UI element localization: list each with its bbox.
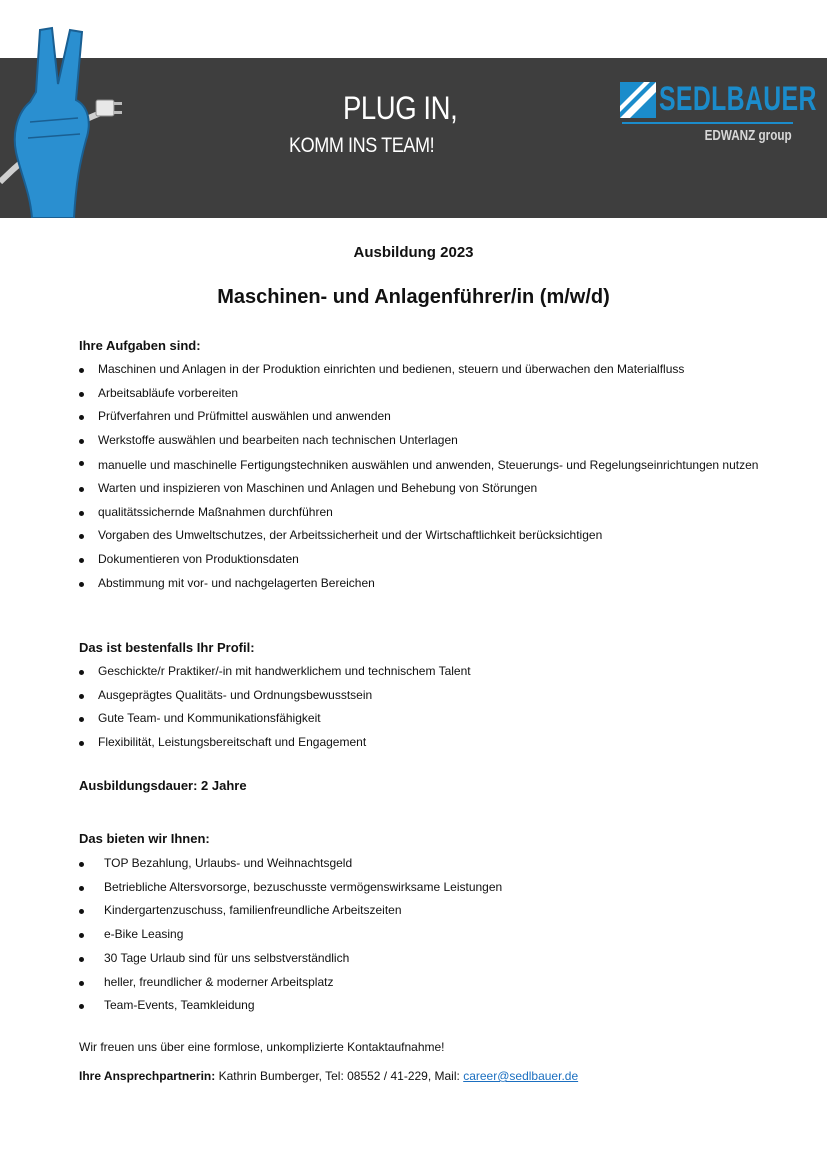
slogan-line-2: KOMM INS TEAM! [289, 134, 435, 157]
list-item: heller, freundlicher & moderner Arbeitsplatz [79, 971, 759, 995]
list-item: 30 Tage Urlaub sind für uns selbstverständlich [79, 947, 759, 971]
profile-list [79, 660, 759, 755]
list-item: Maschinen und Anlagen in der Produktion einrichten und bedienen, steuern und überwachen den Materialfluss [79, 358, 759, 382]
list-item: Dokumentieren von Produktionsdaten [79, 548, 759, 572]
list-item: Vorgaben des Umweltschutzes, der Arbeitssicherheit und der Wirtschaftlichkeit berücksichtigen [79, 524, 759, 548]
list-item: Gute Team- und Kommunikationsfähigkeit [79, 707, 759, 731]
list-item: Prüfverfahren und Prüfmittel auswählen und anwenden [79, 405, 759, 429]
logo-mark-icon [620, 82, 656, 118]
peace-hand-with-plug-icon [0, 22, 140, 218]
tasks-list [79, 358, 759, 595]
logo-name: SEDLBAUER [659, 80, 817, 118]
training-duration: Ausbildungsdauer: 2 Jahre [79, 778, 247, 793]
email-link[interactable]: career@sedlbauer.de [463, 1069, 579, 1083]
list-item: Ausgeprägtes Qualitäts- und Ordnungsbewusstsein [79, 684, 759, 708]
list-item: Warten und inspizieren von Maschinen und Anlagen und Behebung von Störungen [79, 477, 759, 501]
list-item: qualitätssichernde Maßnahmen durchführen [79, 501, 759, 525]
contact-label: Ihre Ansprechpartnerin: [79, 1069, 216, 1083]
list-item: Betriebliche Altersvorsorge, bezuschusste vermögenswirksame Leistungen [79, 876, 759, 900]
tasks-title: Ihre Aufgaben sind: [79, 338, 201, 353]
list-item: Werkstoffe auswählen und bearbeiten nach technischen Unterlagen [79, 429, 759, 453]
offer-list [79, 852, 759, 1018]
profile-title: Das ist bestenfalls Ihr Profil: [79, 640, 255, 655]
logo-group: EDWANZ group [704, 127, 792, 144]
offer-title: Das bieten wir Ihnen: [79, 831, 210, 846]
list-item: TOP Bezahlung, Urlaubs- und Weihnachtsgeld [79, 852, 759, 876]
list-item: Abstimmung mit vor- und nachgelagerten Bereichen [79, 572, 759, 596]
company-logo [620, 80, 817, 148]
list-item: Geschickte/r Praktiker/-in mit handwerklichem und technischem Talent [79, 660, 759, 684]
closing-text: Wir freuen uns über eine formlose, unkomplizierte Kontaktaufnahme! [79, 1040, 445, 1054]
list-item: Flexibilität, Leistungsbereitschaft und Engagement [79, 731, 759, 755]
list-item: manuelle und maschinelle Fertigungstechniken auswählen und anwenden, Steuerungs- und Regelungseinrichtungen nutzen [79, 453, 759, 477]
contact-line [79, 1067, 578, 1085]
list-item: Kindergartenzuschuss, familienfreundliche Arbeitszeiten [79, 899, 759, 923]
list-item: Arbeitsabläufe vorbereiten [79, 382, 759, 406]
logo-divider [622, 122, 793, 124]
training-year: Ausbildung 2023 [353, 244, 474, 261]
contact-details: Kathrin Bumberger, Tel: 08552 / 41-229, Mail: [218, 1069, 460, 1083]
slogan-line-1: PLUG IN, [343, 90, 458, 126]
job-title: Maschinen- und Anlagenführer/in (m/w/d) [217, 286, 610, 308]
list-item: e-Bike Leasing [79, 923, 759, 947]
list-item: Team-Events, Teamkleidung [79, 994, 759, 1018]
